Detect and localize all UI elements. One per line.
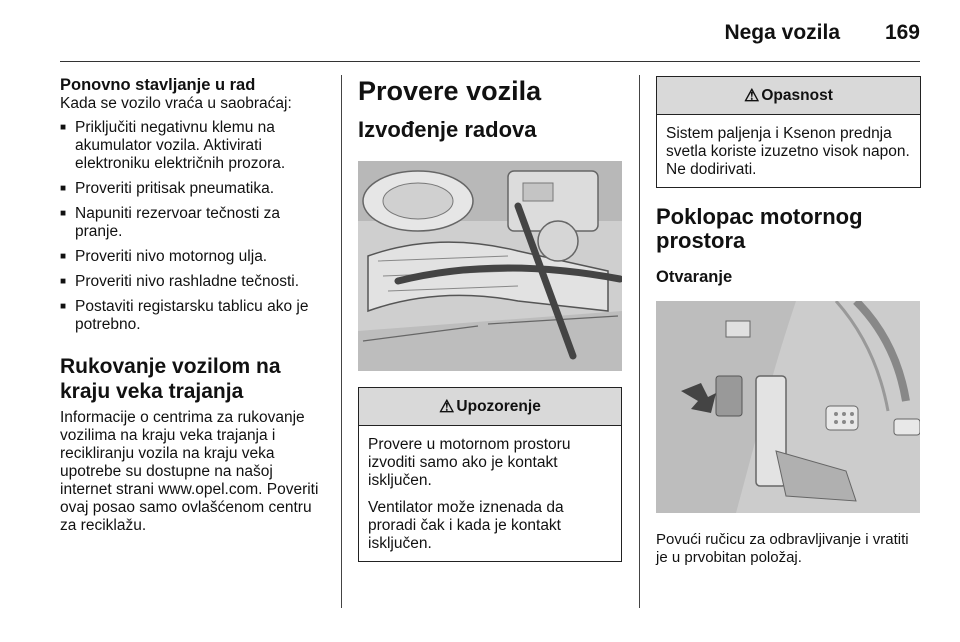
danger-text: Sistem paljenja i Ksenon prednja svetla koriste izuzetno visok napon. Ne dodirivati.	[666, 125, 910, 178]
warning-text: Ventilator može iznenada da proradi čak i kada je kontakt isključen.	[368, 499, 564, 552]
page-number: 169	[884, 21, 920, 44]
warning-title: Upozorenje	[456, 397, 541, 415]
list-item: ■ Priključiti negativnu klemu na akumulator vozila. Aktivirati elektroniku električnih prozora.	[60, 119, 328, 173]
danger-header	[657, 77, 920, 115]
column-divider	[639, 75, 640, 608]
section-heading-bonnet: Poklopac motornog prostora	[656, 204, 863, 253]
sub-heading-procedure: Izvođenje radova	[358, 117, 537, 142]
engine-bay-illustration	[358, 161, 622, 371]
list-item: ■ Proveriti pritisak pneumatika.	[60, 180, 328, 198]
list-item: ■ Postaviti registarsku tablicu ako je potrebno.	[60, 298, 328, 334]
header-title: Nega vozila	[724, 21, 840, 44]
main-heading: Provere vozila	[358, 76, 542, 106]
page-header	[60, 12, 920, 62]
bonnet-release-illustration	[656, 301, 920, 513]
column-middle	[358, 76, 622, 562]
section-intro: Kada se vozilo vraća u saobraćaj:	[60, 95, 292, 112]
warning-box	[358, 387, 622, 562]
section-text-end-of-life: Informacije o centrima za rukovanje vozilima na kraju veka trajanja i recikliranju vozila na kraju veka upotrebe su dostupne na našoj internet strani www.opel.com. Poveriti ovaj posao samo ovlašćenom centru za reciklažu.	[60, 409, 319, 534]
figure-caption: Povući ručicu za odbravljivanje i vratiti je u prvobitan položaj.	[656, 531, 909, 566]
section-heading-end-of-life: Rukovanje vozilom na kraju veka trajanja	[60, 355, 281, 403]
checklist	[60, 119, 328, 334]
column-left	[60, 76, 328, 535]
column-divider	[341, 75, 342, 608]
column-right	[656, 76, 921, 567]
list-item: ■ Proveriti nivo motornog ulja.	[60, 248, 328, 266]
danger-title: Opasnost	[761, 86, 833, 104]
warning-text: Provere u motornom prostoru izvoditi samo ako je kontakt isključen.	[368, 436, 571, 489]
list-item: ■ Napuniti rezervoar tečnosti za pranje.	[60, 205, 328, 241]
list-item: ■ Proveriti nivo rashladne tečnosti.	[60, 273, 328, 291]
sub-heading-opening: Otvaranje	[656, 268, 733, 286]
danger-box	[656, 76, 921, 188]
warning-triangle-icon: ⚠	[439, 396, 455, 416]
warning-header	[359, 388, 621, 426]
warning-triangle-icon: ⚠	[744, 85, 760, 105]
section-heading-recommissioning: Ponovno stavljanje u rad	[60, 76, 256, 94]
